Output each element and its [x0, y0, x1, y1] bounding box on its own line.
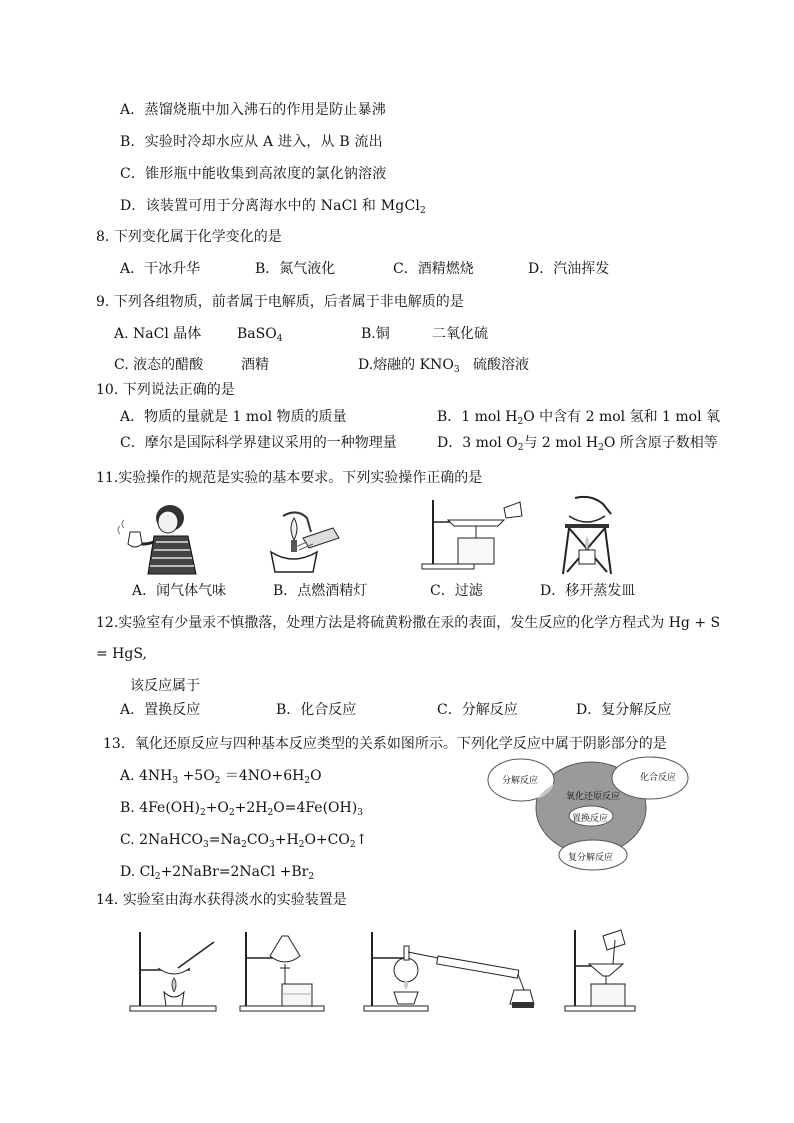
q12-stem-cont: = HgS,: [96, 646, 147, 662]
q11-option-c: C．过滤: [430, 583, 483, 599]
venn-decomposition-label: 分解反应: [502, 776, 539, 786]
q9-option-a-first: A. NaCl 晶体: [114, 326, 202, 342]
q12-stem: 12.实验室有少量汞不慎撒落，处理方法是将硫黄粉撒在汞的表面，发生反应的化学方程式为 Hg + S: [96, 615, 721, 631]
q12-stem-question: 该反应属于: [130, 678, 200, 694]
q10-option-b: B．1 mol $H_2O$ 中含有 2 mol 氢和 1 mol 氧: [437, 409, 721, 427]
smell-gas-illustration: [118, 502, 213, 578]
venn-combination-label: 化合反应: [640, 773, 677, 783]
q11-option-d: D．移开蒸发皿: [540, 583, 636, 599]
venn-redox-label: 氧化还原反应: [566, 792, 621, 802]
q12-option-d: D．复分解反应: [576, 702, 672, 718]
q13-option-a: A. $4NH_3 +5O_2 =4NO+6H_2O$: [120, 768, 322, 786]
q11-stem: 11.实验操作的规范是实验的基本要求。下列实验操作正确的是: [96, 470, 483, 486]
q10-option-d: D．3 mol $O_2$与 2 mol $H_2O$ 所含原子数相等: [437, 435, 718, 453]
light-lamp-illustration: [263, 508, 343, 576]
q9-option-b-first: B.铜: [361, 326, 390, 342]
apparatus-separating-funnel: [238, 928, 328, 1014]
q8-option-c: C．酒精燃烧: [393, 261, 474, 277]
apparatus-evaporation: [128, 928, 218, 1014]
venn-replacement-label: 置换反应: [572, 814, 609, 824]
filtration-illustration: [418, 498, 528, 570]
q7-option-b: B．实验时冷却水应从 A 进入，从 B 流出: [120, 134, 383, 150]
q9-option-d-second: 硫酸溶液: [473, 357, 529, 373]
q11-option-a: A．闻气体气味: [132, 583, 227, 599]
q8-stem: 8. 下列变化属于化学变化的是: [96, 229, 282, 245]
q12-option-c: C．分解反应: [437, 702, 518, 718]
q13-option-b: B. $4Fe(OH)_2+O_2+2H_2O=4Fe(OH)_3$: [120, 800, 363, 818]
q10-option-c: C．摩尔是国际科学界建议采用的一种物理量: [120, 435, 397, 451]
q9-option-b-second: 二氧化硫: [432, 326, 488, 342]
q8-option-b: B．氮气液化: [255, 261, 336, 277]
q10-stem: 10. 下列说法正确的是: [96, 382, 235, 398]
q8-option-a: A．干冰升华: [120, 261, 201, 277]
q9-option-d-first: D.熔融的 $KNO_3$: [358, 357, 460, 375]
q13-option-d: D. $Cl_2+2NaBr=2NaCl +Br_2$: [120, 864, 315, 882]
q10-option-a: A．物质的量就是 1 mol 物质的质量: [120, 409, 347, 425]
apparatus-distillation: [362, 928, 552, 1014]
q12-option-b: B．化合反应: [276, 702, 357, 718]
q9-option-a-second: BaSO$_4$: [237, 326, 283, 344]
q9-stem: 9. 下列各组物质，前者属于电解质，后者属于非电解质的是: [96, 294, 464, 310]
evaporating-dish-illustration: [555, 494, 625, 578]
q11-option-b: B．点燃酒精灯: [273, 583, 368, 599]
venn-double-decomposition-label: 复分解反应: [568, 853, 614, 863]
q13-option-c: C. $2NaHCO_3=Na_2CO_3+H_2O+CO_2↑$: [120, 832, 368, 850]
q7-option-d: D．该装置可用于分离海水中的 NaCl 和 MgCl$_2$: [120, 198, 426, 216]
q13-stem: 13．氧化还原反应与四种基本反应类型的关系如图所示。下列化学反应中属于阴影部分的是: [103, 736, 667, 752]
q8-option-d: D．汽油挥发: [528, 261, 610, 277]
q7-option-a: A．蒸馏烧瓶中加入沸石的作用是防止暴沸: [120, 102, 386, 118]
q9-option-c-second: 酒精: [241, 357, 269, 373]
q12-option-a: A．置换反应: [120, 702, 201, 718]
q14-stem: 14. 实验室由海水获得淡水的实验装置是: [96, 892, 347, 908]
apparatus-filtration: [563, 926, 653, 1014]
q7-option-c: C．锥形瓶中能收集到高浓度的氯化钠溶液: [120, 166, 387, 182]
q9-option-c-first: C. 液态的醋酸: [114, 357, 204, 373]
